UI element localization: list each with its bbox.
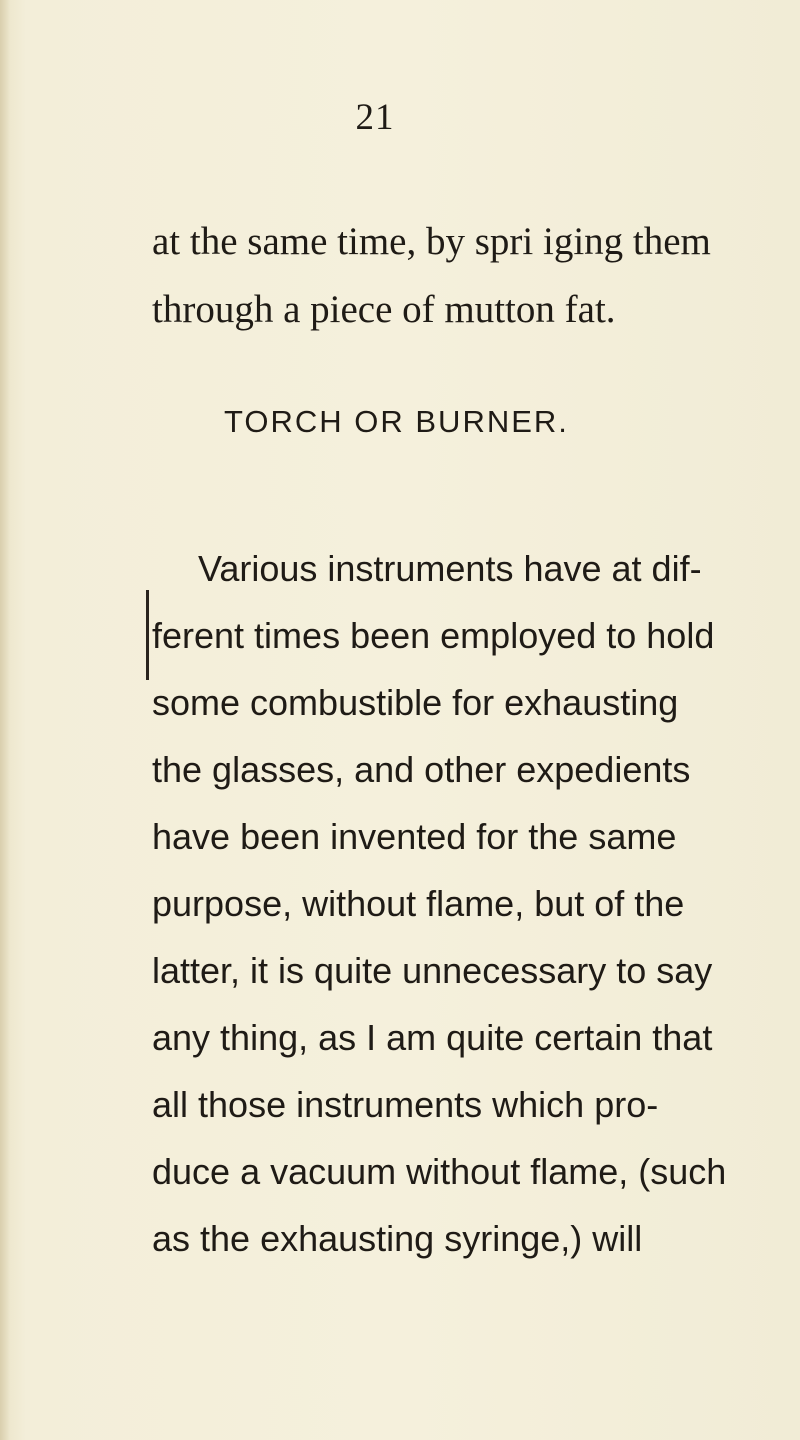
paragraph-line: some combustible for exhausting (152, 682, 679, 723)
paragraph-line: ferent times been employed to hold (152, 615, 715, 656)
section-heading: TORCH OR BURNER. (224, 404, 569, 439)
paragraph-line: the glasses, and other expedients (152, 749, 691, 790)
paragraph-line: all those instruments which pro- (152, 1084, 659, 1125)
paragraph-line: latter, it is quite unnecessary to say (152, 950, 713, 991)
paragraph-line: as the exhausting syringe,) will (152, 1218, 643, 1259)
paragraph-line: duce a vacuum without flame, (such (152, 1151, 727, 1192)
paragraph-line: purpose, without flame, but of the (152, 883, 685, 924)
text-line: through a piece of mutton fat. (152, 288, 616, 331)
paragraph-line: any thing, as I am quite certain that (152, 1017, 713, 1058)
paragraph-line: Various instruments have at dif- (198, 548, 702, 589)
text-line: at the same time, by spri iging them (152, 220, 711, 263)
gutter-shadow (0, 0, 10, 1440)
margin-mark (146, 590, 149, 680)
paragraph-line: have been invented for the same (152, 816, 677, 857)
page-number: 21 (355, 97, 395, 138)
